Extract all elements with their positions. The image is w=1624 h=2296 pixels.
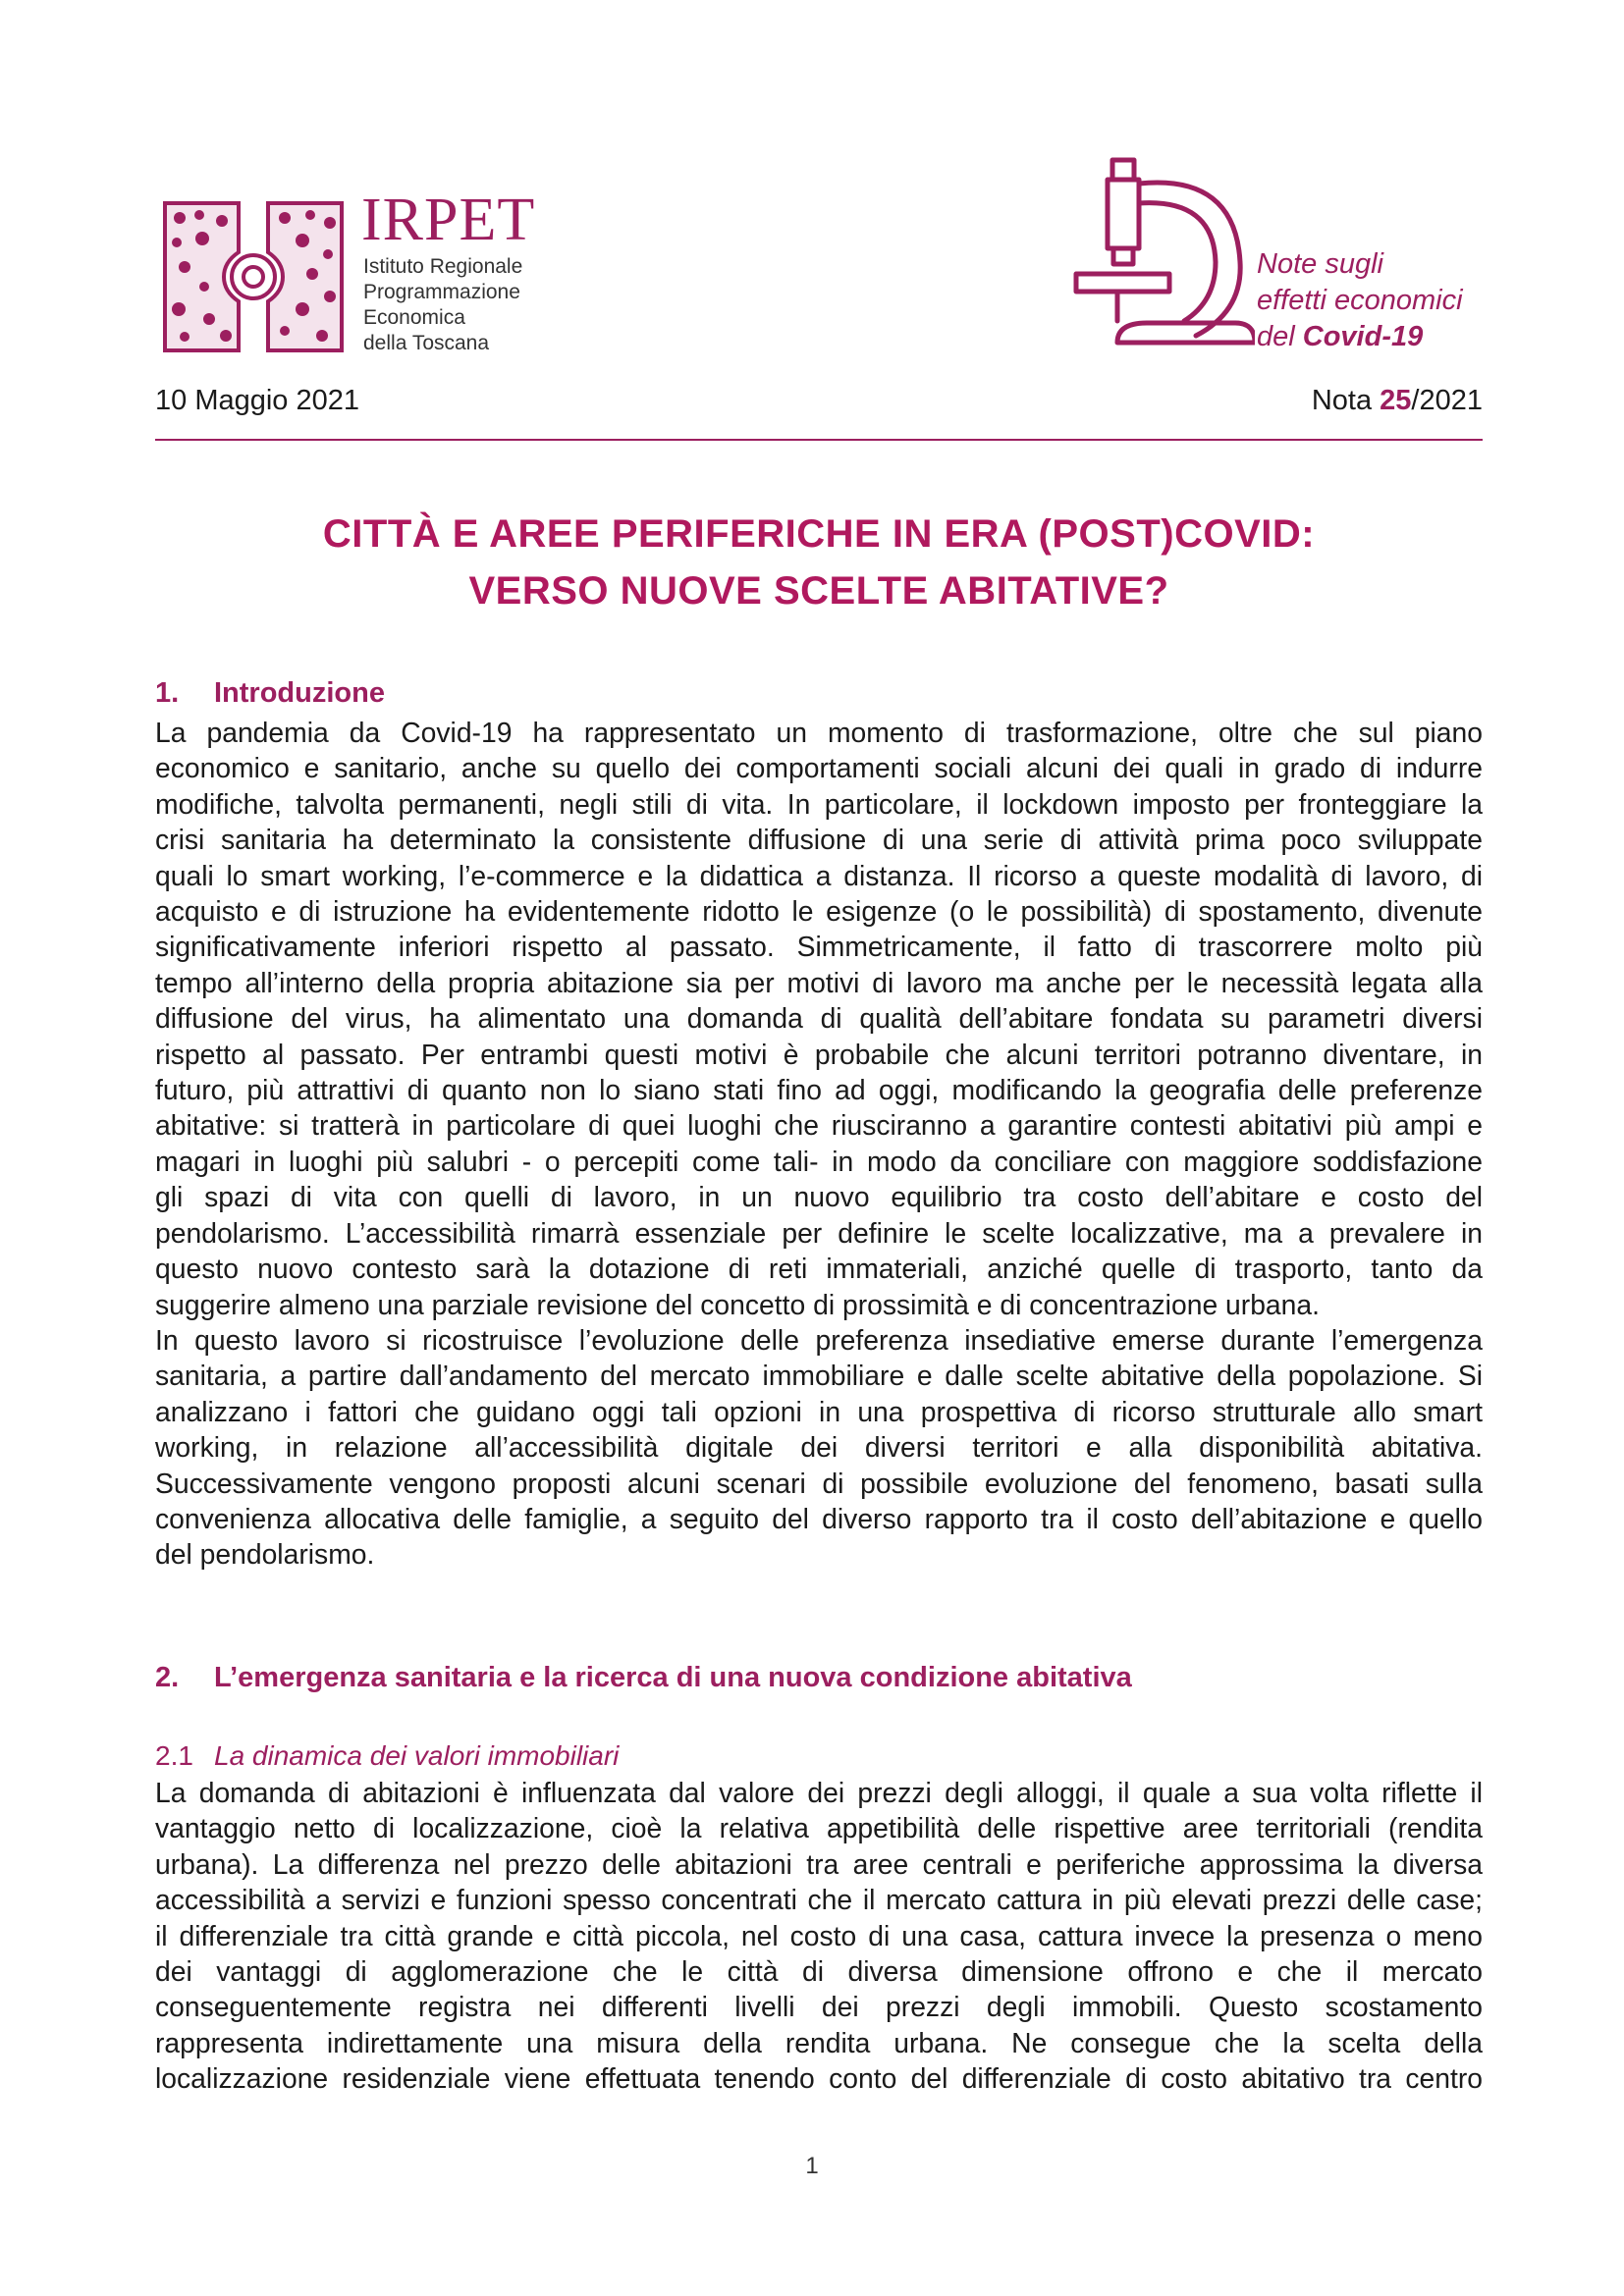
text-line: crisi sanitaria ha determinato la consistente diffusione di una serie di attività prima poco sviluppate [155, 824, 1483, 856]
irpet-logo-icon [155, 193, 352, 360]
text-line: diffusione del virus, ha alimentato una domanda di qualità dell’abitare fondata su parametri diversi [155, 1002, 1483, 1035]
text-line: analizzano i fattori che guidano oggi tali opzioni in una prospettiva di ricorso strutturale allo smart [155, 1395, 1483, 1427]
text-line: localizzazione residenziale viene effettuata tenendo conto del differenziale di costo abitativo tra centro [155, 2062, 1483, 2095]
text-line: magari in luoghi più salubri - o percepiti come tali- in modo da conciliare con maggiore soddisfazione [155, 1145, 1483, 1177]
text-line: vantaggio netto di localizzazione, cioè la relativa appetibilità delle rispettive aree territoriali (rendita [155, 1812, 1483, 1844]
series-line: effetti economici [1257, 285, 1463, 316]
text-line: rappresenta indirettamente una misura della rendita urbana. Ne consegue che la scelta della [155, 2026, 1483, 2058]
text-line: accessibilità a servizi e funzioni spesso concentrati che il mercato cattura in più elevati prezzi delle case; [155, 1884, 1483, 1916]
publication-date: 10 Maggio 2021 [155, 385, 359, 416]
text-line: working, in relazione all’accessibilità digitale dei diversi territori e alla disponibilità abitativa. [155, 1431, 1483, 1464]
text-line: del pendolarismo. [155, 1538, 375, 1571]
microscope-icon [1068, 154, 1255, 365]
org-line: Programmazione [363, 281, 520, 303]
header-meta [155, 385, 1483, 424]
text-line: modifiche, talvolta permanenti, negli stili di vita. In particolare, il lockdown imposto per fronteggiare la [155, 787, 1483, 820]
text-line: questo nuovo contesto sarà la dotazione di reti immateriali, anziché quelle di trasporto, tanto da [155, 1253, 1483, 1285]
document-title [155, 506, 1483, 619]
text-line: sanitaria, a partire dall’andamento del mercato immobiliare e dalle scelte abitative della popolazione. Si [155, 1360, 1483, 1392]
text-line: significativamente inferiori rispetto al passato. Simmetricamente, il fatto di trascorrere molto più [155, 931, 1483, 963]
series-label [1068, 154, 1481, 370]
text-line: quali lo smart working, l’e-commerce e la didattica a distanza. Il ricorso a queste modalità di lavoro, di [155, 859, 1483, 891]
text-line: economico e sanitario, anche su quello dei comportamenti sociali alcuni dei quali in grado di indurre [155, 752, 1483, 784]
title-line: CITTÀ E AREE PERIFERICHE IN ERA (POST)COVID: [322, 512, 1316, 556]
text-line: rispetto al passato. Per entrambi questi motivi è probabile che alcuni territori potranno diventare, in [155, 1038, 1483, 1070]
subsection-heading: 2.1 La dinamica dei valori immobiliari [155, 1740, 620, 1771]
section-heading: 1. Introduzione [155, 677, 385, 709]
org-full-name [363, 254, 522, 356]
section-body [155, 715, 1483, 1573]
text-line: Successivamente vengono proposti alcuni scenari di possibile evoluzione del fenomeno, basati sulla [155, 1467, 1483, 1499]
header-divider [155, 439, 1483, 441]
org-line: Istituto Regionale [363, 255, 523, 278]
text-line: il differenziale tra città grande e città piccola, nel costo di una casa, cattura invece la presenza o meno [155, 1919, 1483, 1951]
text-line: suggerire almeno una parziale revisione del concetto di prossimità e di concentrazione urbana. [155, 1288, 1321, 1320]
text-line: La domanda di abitazioni è influenzata dal valore dei prezzi degli alloggi, il quale a sua volta riflette il [155, 1777, 1483, 1808]
text-line: In questo lavoro si ricostruisce l’evoluzione delle preferenza insediative emerse durante l’emergenza [155, 1323, 1483, 1356]
subsection-body [155, 1775, 1483, 2097]
text-line: tempo all’interno della propria abitazione sia per motivi di lavoro ma anche per le necessità legata alla [155, 966, 1483, 998]
irpet-logo [155, 187, 548, 360]
title-line: VERSO NUOVE SCELTE ABITATIVE? [468, 569, 1169, 613]
text-line: dei vantaggi di agglomerazione che le città di diversa dimensione offrono e che il mercato [155, 1955, 1483, 1988]
series-line: Note sugli [1257, 248, 1383, 280]
text-line: gli spazi di vita con quelli di lavoro, in un nuovo equilibrio tra costo dell’abitare e costo del [155, 1181, 1483, 1213]
series-line: del Covid-19 [1257, 321, 1424, 352]
text-line: La pandemia da Covid-19 ha rappresentato un momento di trasformazione, oltre che sul piano [155, 717, 1483, 748]
note-number: Nota 25/2021 [1311, 385, 1483, 416]
text-line: urbana). La differenza nel prezzo delle abitazioni tra aree centrali e periferiche approssima la diversa [155, 1847, 1483, 1880]
org-line: Economica [363, 306, 465, 329]
text-line: futuro, più attrattivi di quanto non lo siano stati fino ad oggi, modificando la geografia delle preferenze [155, 1074, 1483, 1106]
section-heading: 2. L’emergenza sanitaria e la ricerca di una nuova condizione abitativa [155, 1662, 1132, 1693]
page-number: 1 [805, 2153, 819, 2179]
text-line: abitative: si tratterà in particolare di quei luoghi che riusciranno a garantire contesti abitativi più ampi e [155, 1109, 1483, 1142]
org-name: IRPET [361, 187, 536, 253]
text-line: convenienza allocativa delle famiglie, a seguito del diverso rapporto tra il costo dell’abitazione e quello [155, 1502, 1483, 1534]
series-title [1257, 246, 1463, 355]
text-line: pendolarismo. L’accessibilità rimarrà essenziale per definire le scelte localizzative, ma a prevalere in [155, 1216, 1483, 1249]
org-line: della Toscana [363, 332, 490, 354]
text-line: conseguentemente registra nei differenti livelli dei prezzi degli immobili. Questo scostamento [155, 1991, 1483, 2023]
text-line: acquisto e di istruzione ha evidentemente ridotto le esigenze (o le possibilità) di spostamento, divenute [155, 895, 1483, 928]
